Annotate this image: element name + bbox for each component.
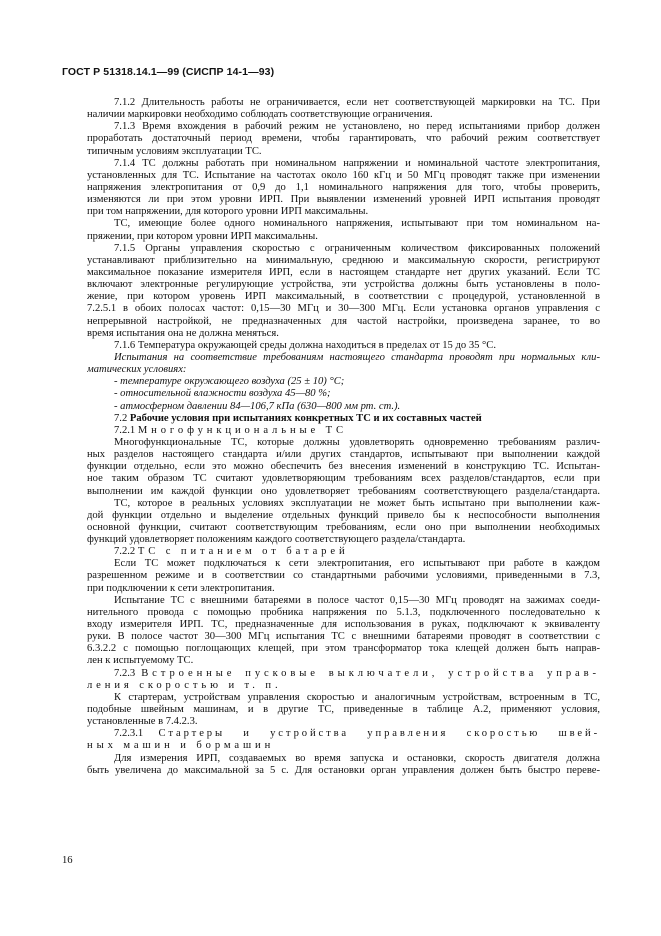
text-line: руки. В полосе частот 30—300 МГц испытания ТС с внешними батареями проводят в соответствии с <box>87 631 600 643</box>
text-line: типичным условиям эксплуатации ТС. <box>87 145 262 157</box>
document-header: ГОСТ Р 51318.14.1—99 (СИСПР 14-1—93) <box>62 66 275 78</box>
text-line: 7.1.4 ТС должны работать при номинальном напряжении и номинальной частоте электропитания, <box>114 157 600 169</box>
text-line: К стартерам, устройствам управления скоростью и аналогичным устройствам, встроенным в ТС, <box>114 691 600 703</box>
text-line: основной функции, считают соответствующим требованиям, если оно при выполнении необходимых <box>87 521 600 533</box>
text-line: ных разделов настоящего стандарта и/или других стандартов, испытывают при выполнении каждой <box>87 449 600 461</box>
text-line: нительного провода с помощью пробника напряжения по 5.1.3, подключенного последовательно к <box>87 606 600 618</box>
text-line: - атмосферном давлении 84—106,7 кПа (630—800 мм рт. ст.). <box>114 400 401 412</box>
text-line: 7.2.5.1 в обоих полосах частот: 0,15—30 МГц и 30—300 МГц. Если установка органов управления с <box>87 303 600 315</box>
text-line: дой функции отдельно и выделение отдельных функций привело бы к неспособности выполнения <box>87 509 600 521</box>
text-line: ное таким образом ТС считают удовлетворяющим требованиям всех разделов/стандартов, если при <box>87 473 600 485</box>
text-line: Многофункциональные ТС, которые должны удовлетворять одновременно требованиям различ- <box>114 436 600 448</box>
text-line: максимальное показание измерителя ИРП, если в настоящем стандарте нет других указаний. Если ТС <box>87 266 600 278</box>
text-line: функции отдельно, если это можно обеспечить без внесения изменений в конструкцию ТС. Испытан- <box>87 461 600 473</box>
text-line: быть увеличена до максимальной за 5 с. Для остановки орган управления должен быть быстро переве- <box>87 764 600 776</box>
text-line: включают электронные регулирующие устройства, эти устройства должны быть установлены в поло- <box>87 279 600 291</box>
text-line: Испытание ТС с внешними батареями в полосе частот 0,15—30 МГц проводят на зажимах соеди- <box>114 594 600 606</box>
text-line: жение, при котором уровень ИРП максимальный, в соответствии с процедурой, установленной в <box>87 291 600 303</box>
text-line: 7.2.2 ТС с питанием от батарей <box>114 546 349 558</box>
text-line: выполнении им каждой функции оно удовлетворяет требованиям соответствующего раздела/стандарта. <box>87 485 600 497</box>
text-line: 7.2 Рабочие условия при испытаниях конкретных ТС и их составных частей <box>114 412 482 424</box>
text-line: время испытания она не должна меняться. <box>87 327 279 339</box>
text-line: изменяются ли при этом уровни ИРП. При выявлении изменений уровней ИРП испытания проводят <box>87 194 600 206</box>
text-line: наличии маркировки необходимо соблюдать соответствующие ограничения. <box>87 109 433 121</box>
text-line: матических условиях: <box>87 364 187 376</box>
text-line: 7.2.3.1 Стартеры и устройства управления скоростью швей- <box>114 728 600 740</box>
text-line: - температуре окружающего воздуха (25 ± 10) °С; <box>114 376 345 388</box>
text-line: 7.1.2 Длительность работы не ограничивается, если нет соответствующей маркировки на ТС. При <box>114 97 600 108</box>
text-line: Испытания на соответствие требованиям настоящего стандарта проводят при нормальных кли- <box>114 351 600 363</box>
text-line: непрерывной настройкой, не предназначенных для частой настройки, произведена заранее, то во <box>87 315 600 327</box>
text-line: лен к испытуемому ТС. <box>87 655 194 667</box>
text-line: 7.2.3 Встроенные пусковые выключатели, устройства управ- <box>114 667 600 679</box>
text-line: при том напряжении, для которого уровни ИРП максимальны. <box>87 206 369 218</box>
text-line: проработать достаточный период времени, чтобы гарантировать, что рабочий режим соответствует <box>87 133 600 145</box>
text-line: подобные швейным машинам, и в другие ТС, приведенные в таблице А.2, применяют условия, <box>87 704 600 716</box>
text-line: - относительной влажности воздуха 45—80 %; <box>114 388 331 400</box>
text-line: ТС, которое в реальных условиях эксплуатации не может быть испытано при выполнении каж- <box>114 497 600 509</box>
text-line: установленных для ТС. Испытание на частотах около 160 кГц и 50 МГц проводят также при изменении <box>87 169 600 181</box>
text-line: 7.1.5 Органы управления скоростью с ограниченным количеством фиксированных положений <box>114 242 600 254</box>
text-line: 6.3.2.2 с помощью поглощающих клещей, при этом трансформатор тока клещей должен быть направ- <box>87 643 600 655</box>
text-line: ления скоростью и т. п. <box>87 679 282 691</box>
text-line: функций удовлетворяет положениям каждого соответствующего раздела/стандарта. <box>87 534 466 546</box>
text-line: Если ТС может подключаться к сети электропитания, его испытывают при работе в каждом <box>114 558 600 570</box>
text-line: разрешенном режиме и в соответствии со стандартными рабочими условиями, приведенными в 7.3, <box>87 570 600 582</box>
text-line: напряжения электропитания от 0,9 до 1,1 номинального напряжения для того, чтобы проверить, <box>87 181 600 193</box>
text-line: Для измерения ИРП, создаваемых во время запуска и остановки, скорость двигателя должна <box>114 752 600 764</box>
text-line: ТС, имеющие более одного номинального напряжения, испытывают при том номинальном на- <box>114 218 600 230</box>
text-line: входу измерителя ИРП. ТС, предназначенные для использования в руках, подключают к эквиваленту <box>87 619 600 631</box>
text-line: 7.1.6 Температура окружающей среды должна находиться в пределах от 15 до 35 °С. <box>114 339 497 351</box>
text-line: установленные в 7.4.2.3. <box>87 716 198 728</box>
document-body <box>87 97 600 777</box>
text-line: 7.2.1 Многофункциональные ТС <box>114 424 348 436</box>
text-line: 7.1.3 Время вхождения в рабочий режим не установлено, но перед испытаниями прибор должен <box>114 121 600 133</box>
text-line: ных машин и бормашин <box>87 740 275 752</box>
text-line: устанавливают приблизительно на минимальную, среднюю и максимальную скорости, регистрируют <box>87 254 600 266</box>
text-line: пряжении, при котором уровни ИРП максимальны. <box>87 230 318 242</box>
text-line: при подключении к сети электропитания. <box>87 582 275 594</box>
page-number: 16 <box>62 855 73 866</box>
